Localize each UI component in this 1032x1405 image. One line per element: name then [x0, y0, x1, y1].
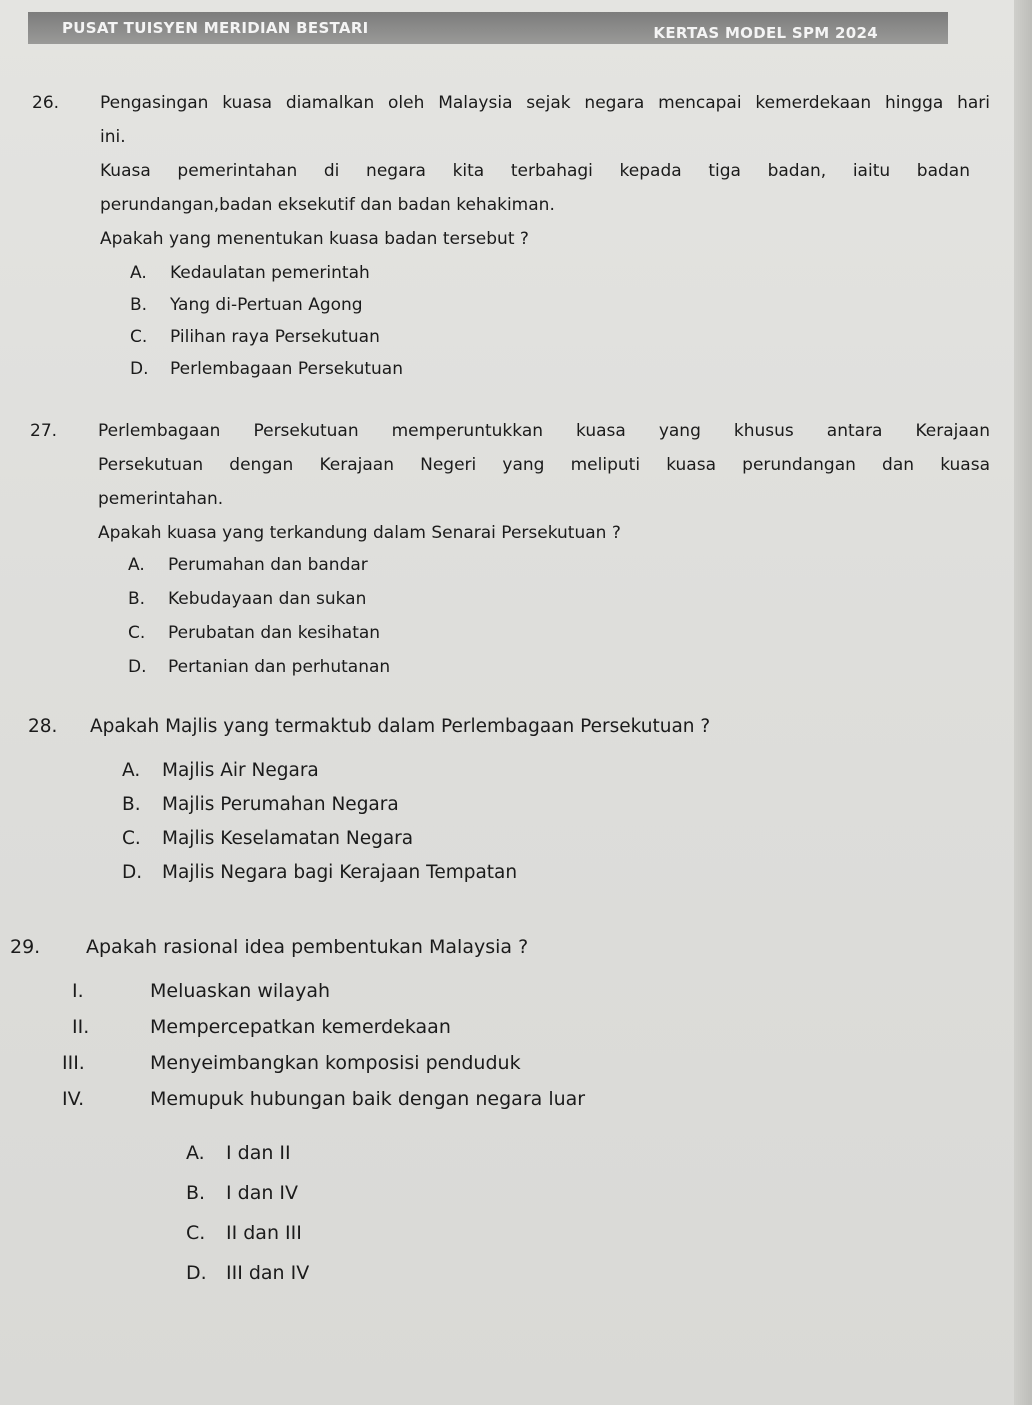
question-stem	[100, 86, 990, 256]
option-d[interactable]: D. Majlis Negara bagi Kerajaan Tempatan	[122, 862, 518, 883]
page-edge-shadow	[1014, 0, 1032, 1405]
option-c[interactable]: C. Pilihan raya Persekutuan	[130, 327, 380, 347]
question-number: 27.	[30, 421, 58, 441]
option-a[interactable]: A. I dan II	[186, 1142, 291, 1164]
option-a[interactable]: A. Kedaulatan pemerintah	[130, 263, 370, 283]
option-b[interactable]: B. Yang di-Pertuan Agong	[130, 295, 363, 315]
question-stem	[98, 414, 990, 550]
question-number: 29.	[10, 936, 41, 958]
stem-line: Apakah yang menentukan kuasa badan tersebut ?	[100, 229, 529, 249]
stem-line: Apakah rasional idea pembentukan Malaysia ?	[86, 936, 529, 958]
question-number: 28.	[28, 716, 58, 737]
option-b[interactable]: B. Kebudayaan dan sukan	[128, 589, 367, 609]
page-header	[28, 12, 948, 44]
stem-line: perundangan,badan eksekutif dan badan kehakiman.	[100, 195, 555, 215]
statement-iv: IV. Memupuk hubungan baik dengan negara luar	[62, 1088, 586, 1110]
stem-line: Pengasingan kuasa diamalkan oleh Malaysia sejak negara mencapai kemerdekaan hingga hari	[100, 93, 990, 113]
option-b[interactable]: B. Majlis Perumahan Negara	[122, 794, 399, 815]
statement-i: I. Meluaskan wilayah	[72, 980, 331, 1002]
tuition-center-name: PUSAT TUISYEN MERIDIAN BESTARI	[62, 19, 369, 37]
question-number: 26.	[32, 93, 60, 113]
question-stem	[86, 930, 946, 964]
statement-iii: III. Menyeimbangkan komposisi penduduk	[62, 1052, 521, 1074]
statement-ii: II. Mempercepatkan kemerdekaan	[72, 1016, 451, 1038]
question-stem	[90, 710, 970, 744]
option-a[interactable]: A. Majlis Air Negara	[122, 760, 319, 781]
stem-line: Kuasa pemerintahan di negara kita terbahagi kepada tiga badan, iaitu badan	[100, 161, 970, 181]
stem-line: ini.	[100, 127, 126, 147]
option-d[interactable]: D. Pertanian dan perhutanan	[128, 657, 391, 677]
stem-line: Apakah kuasa yang terkandung dalam Senarai Persekutuan ?	[98, 523, 621, 543]
option-c[interactable]: C. Perubatan dan kesihatan	[128, 623, 381, 643]
stem-line: Apakah Majlis yang termaktub dalam Perlembagaan Persekutuan ?	[90, 716, 711, 737]
stem-line: Persekutuan dengan Kerajaan Negeri yang meliputi kuasa perundangan dan kuasa	[98, 455, 990, 475]
option-d[interactable]: D. III dan IV	[186, 1262, 310, 1284]
option-b[interactable]: B. I dan IV	[186, 1182, 299, 1204]
option-a[interactable]: A. Perumahan dan bandar	[128, 555, 368, 575]
stem-line: pemerintahan.	[98, 489, 224, 509]
option-c[interactable]: C. II dan III	[186, 1222, 302, 1244]
stem-line: Perlembagaan Persekutuan memperuntukkan kuasa yang khusus antara Kerajaan	[98, 421, 990, 441]
option-c[interactable]: C. Majlis Keselamatan Negara	[122, 828, 414, 849]
option-d[interactable]: D. Perlembagaan Persekutuan	[130, 359, 403, 379]
exam-paper-title: KERTAS MODEL SPM 2024	[653, 24, 878, 42]
